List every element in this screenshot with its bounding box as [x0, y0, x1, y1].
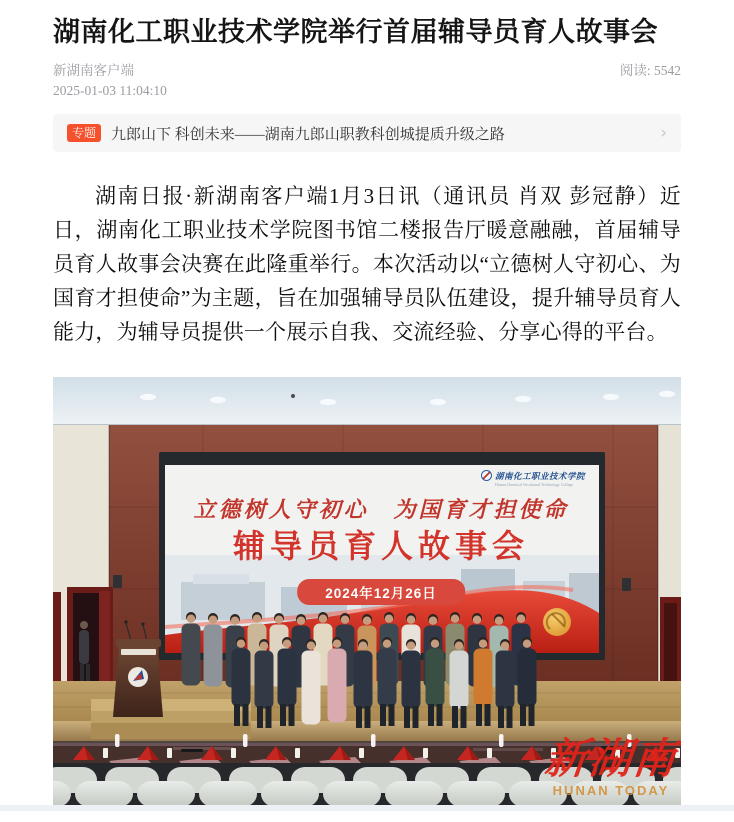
- screen-slogan: 立德树人守初心 为国育才担使命: [193, 497, 569, 523]
- screen-date-badge: 2024年12月26日: [297, 579, 465, 605]
- article-meta: [53, 61, 681, 101]
- topic-link-bar[interactable]: [53, 114, 681, 152]
- topic-badge: 专题: [67, 124, 101, 142]
- wall-speaker-left: [113, 575, 122, 588]
- college-logo-icon: [481, 470, 492, 481]
- article-content: [0, 16, 734, 805]
- party-emblem-icon: [543, 608, 571, 636]
- chevron-right-icon: ›: [660, 122, 667, 143]
- hunan-today-watermark: [542, 737, 680, 799]
- article-source: 新湖南客户端: [53, 63, 134, 79]
- article-page: [0, 16, 734, 811]
- screen-event-title: 辅导员育人故事会: [232, 528, 530, 565]
- watermark-subtitle: HUNAN TODAY: [552, 783, 670, 799]
- article-title: 湖南化工职业技术学院举行首届辅导员育人故事会: [53, 17, 658, 47]
- watermark-logo: 新湖南: [542, 737, 680, 784]
- college-name: 湖南化工职业技术学院: [495, 471, 586, 482]
- page-footer-strip: [0, 805, 734, 811]
- source-and-time: [53, 61, 167, 101]
- event-photo[interactable]: [53, 377, 681, 805]
- college-logo: [481, 470, 585, 487]
- read-count: 阅读: 5542: [619, 63, 681, 79]
- publish-time: 2025-01-03 11:04:10: [53, 83, 167, 99]
- topic-title: 九郎山下 科创未来——湖南九郎山职教科创城提质升级之路: [111, 126, 505, 143]
- article-paragraph: 湖南日报·新湖南客户端1月3日讯（通讯员 肖双 彭冠静）近日，湖南化工职业技术学院图书馆二楼报告厅暖意融融，首届辅导员育人故事会决赛在此隆重举行。本次活动以“立德树人守初心、为国育才担使命”为主题，旨在加强辅导员队伍建设，提升辅导员育人能力，为辅导员提供一个展示自我、交流经验、分享心得的平台。: [53, 184, 681, 345]
- college-name-en: Hunan Chemical Vocational Technology College: [495, 482, 574, 488]
- wall-speaker-right: [622, 578, 631, 591]
- ceiling: [53, 377, 681, 425]
